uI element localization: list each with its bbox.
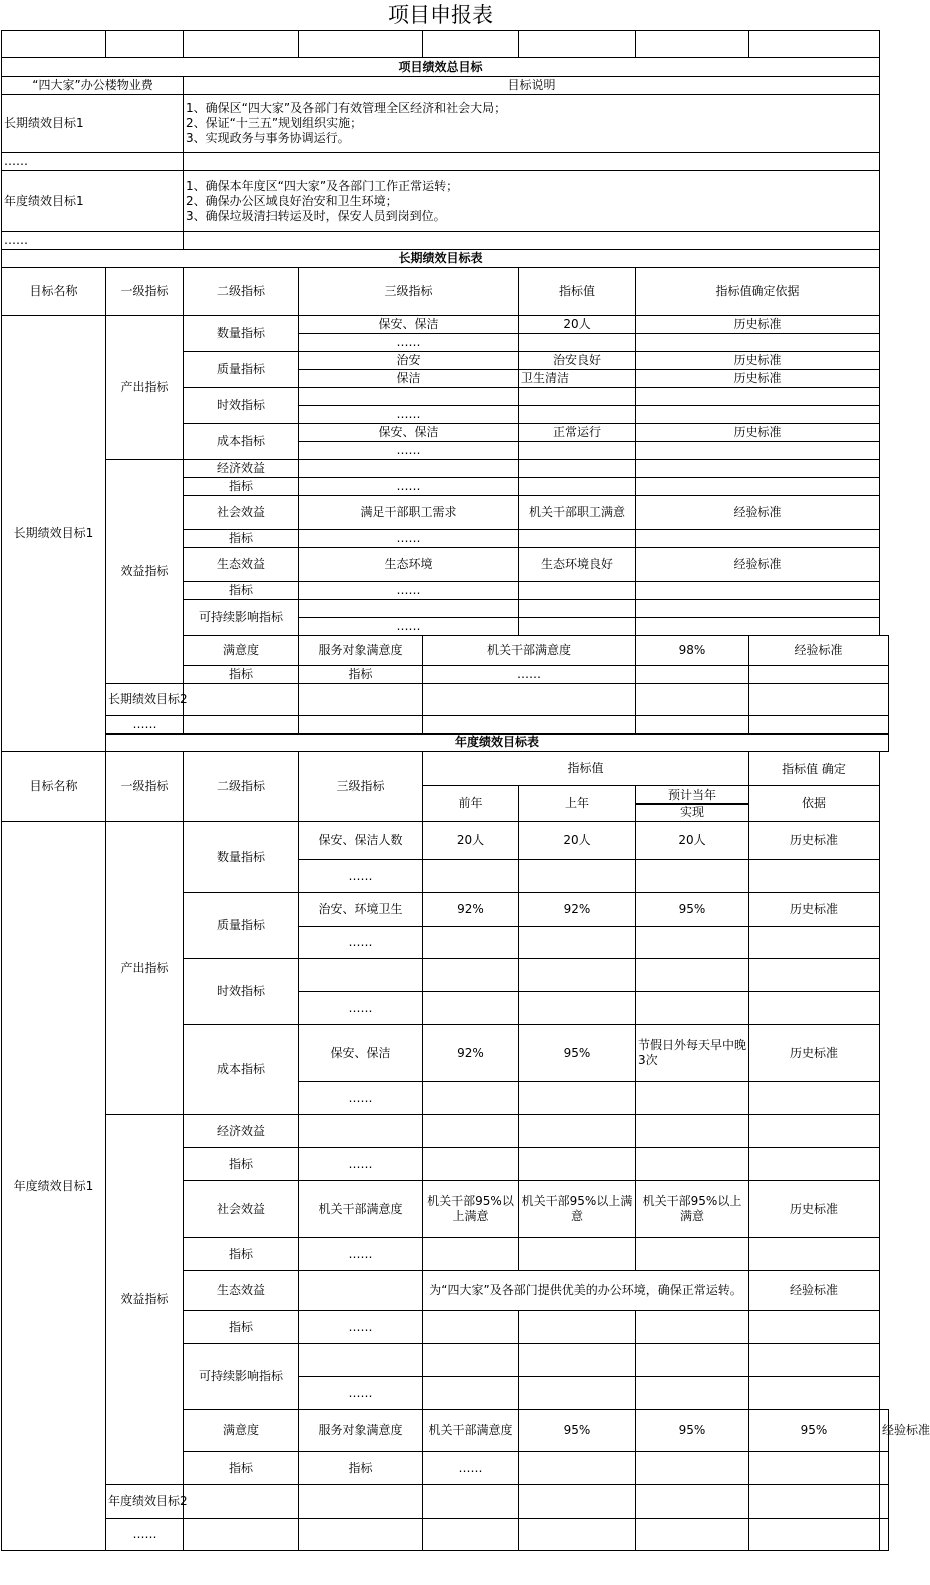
table-cell: 机关干部95%以上满意	[423, 1181, 519, 1238]
table-cell: 经验标准	[749, 636, 889, 666]
table-cell: 机关干部95%以上满意	[519, 1181, 636, 1238]
ellipsis: ……	[299, 1311, 423, 1344]
table-cell: 满足干部职工需求	[299, 496, 519, 530]
project-application-form	[1, 0, 930, 1551]
basis-header-top: 指标值 确定	[749, 752, 880, 786]
column-header: 指标值确定依据	[636, 268, 880, 316]
cost-indicator: 成本指标	[184, 424, 299, 460]
table-cell: 历史标准	[636, 424, 880, 442]
quantity-indicator: 数量指标	[184, 316, 299, 352]
quality-indicator: 质量指标	[184, 352, 299, 388]
table-cell: 保安、保洁	[299, 1025, 423, 1082]
satisfaction-indicator: 满意度	[184, 1410, 299, 1452]
quantity-indicator: 数量指标	[184, 822, 299, 893]
table-cell: 保安、保洁	[299, 316, 519, 334]
table-cell: 20人	[423, 822, 519, 860]
table-cell: 经验标准	[749, 1271, 880, 1311]
table-cell: 治安、环境卫生	[299, 893, 423, 927]
long-term-goal-description: 1、确保区“四大家”及各部门有效管理全区经济和社会大局； 2、保证“十三五”规划组织实施； 3、实现政务与事务协调运行。	[184, 95, 880, 153]
table-cell: 经验标准	[636, 496, 880, 530]
ellipsis: ……	[299, 860, 423, 893]
column-header: 指标值	[519, 268, 636, 316]
table-cell: 95%	[749, 1410, 880, 1452]
table-cell: 卫生清洁	[519, 370, 636, 388]
indicator-value-header: 指标值	[423, 752, 749, 786]
effect-indicator: 效益指标	[106, 460, 184, 684]
long-term-goal-1: 长期绩效目标1	[2, 316, 106, 752]
social-benefit: 社会效益	[184, 1181, 299, 1238]
ellipsis: ……	[2, 153, 184, 171]
long-term-goal-2: 长期绩效目标2	[106, 684, 184, 716]
table-cell: 历史标准	[749, 1181, 880, 1238]
ecological-merged-value: 为“四大家”及各部门提供优美的办公环境，确保正常运转。	[423, 1271, 749, 1311]
table-cell: 历史标准	[749, 1025, 880, 1082]
sustainability-indicator: 可持续影响指标	[184, 1344, 299, 1410]
ellipsis: ……	[106, 716, 184, 734]
ellipsis: ……	[299, 1377, 423, 1410]
goal-description-label: 目标说明	[184, 77, 880, 95]
table-cell: 20人	[519, 316, 636, 334]
table-cell: 95%	[636, 893, 749, 927]
table-cell: 保安、保洁人数	[299, 822, 423, 860]
table-cell: 机关干部职工满意	[519, 496, 636, 530]
effect-indicator: 效益指标	[106, 1115, 184, 1485]
indicator-label: 指标	[184, 1452, 299, 1485]
long-term-goal-label: 长期绩效目标1	[2, 95, 184, 153]
table-cell: 92%	[519, 893, 636, 927]
table-cell: 历史标准	[636, 370, 880, 388]
table-cell: 98%	[636, 636, 749, 666]
column-header: 上年	[519, 786, 636, 822]
table-cell: 治安	[299, 352, 519, 370]
expected-header: 预计当年 实现	[636, 786, 749, 822]
indicator-label: 指标	[184, 530, 299, 548]
service-satisfaction: 服务对象满意度	[299, 636, 423, 666]
table-cell: 机关干部满意度	[423, 1410, 519, 1452]
indicator-label: 指标	[184, 1148, 299, 1181]
ellipsis: ……	[299, 1238, 423, 1271]
indicator-label: 指标	[184, 1311, 299, 1344]
indicator-label: 指标	[184, 1238, 299, 1271]
table-cell: 生态环境良好	[519, 548, 636, 582]
table-cell: 机关干部95%以上满意	[636, 1181, 749, 1238]
timeliness-indicator: 时效指标	[184, 959, 299, 1025]
column-header: 依据	[749, 786, 880, 822]
ellipsis: ……	[299, 530, 519, 548]
ellipsis: ……	[299, 334, 519, 352]
ellipsis: ……	[2, 232, 184, 250]
ellipsis: ……	[423, 1452, 519, 1485]
indicator-label: 指标	[184, 666, 299, 684]
output-indicator: 产出指标	[106, 822, 184, 1115]
ellipsis: ……	[299, 618, 519, 636]
table-cell: 经验标准	[880, 1410, 889, 1452]
ecological-benefit: 生态效益	[184, 1271, 299, 1311]
column-header: 二级指标	[184, 752, 299, 822]
annual-goal-description: 1、确保本年度区“四大家”及各部门工作正常运转； 2、确保办公区域良好治安和卫生环境； 3、确保垃圾清扫转运及时，保安人员到岗到位。	[184, 171, 880, 232]
column-header: 一级指标	[106, 752, 184, 822]
ellipsis: ……	[299, 927, 423, 959]
table-cell: 95%	[519, 1025, 636, 1082]
table-cell: 历史标准	[636, 316, 880, 334]
table-cell: 92%	[423, 893, 519, 927]
column-header: 三级指标	[299, 268, 519, 316]
ellipsis: ……	[299, 1082, 423, 1115]
sustainability-indicator: 可持续影响指标	[184, 600, 299, 636]
table-cell: 保安、保洁	[299, 424, 519, 442]
ecological-benefit: 生态效益	[184, 548, 299, 582]
table-cell: 历史标准	[636, 352, 880, 370]
section-header-annual: 年度绩效目标表	[106, 734, 889, 752]
timeliness-indicator: 时效指标	[184, 388, 299, 424]
ellipsis: ……	[423, 666, 636, 684]
blank-row	[2, 31, 889, 58]
annual-goal-1: 年度绩效目标1	[2, 822, 106, 1551]
column-header: 目标名称	[2, 268, 106, 316]
page-title: 项目申报表	[2, 0, 880, 31]
table-cell: 经验标准	[636, 548, 880, 582]
annual-goal-2: 年度绩效目标2	[106, 1485, 184, 1519]
table-cell: 治安良好	[519, 352, 636, 370]
indicator-label: 指标	[184, 582, 299, 600]
table-cell: 机关干部满意度	[423, 636, 636, 666]
table-cell: 95%	[636, 1410, 749, 1452]
column-header: 前年	[423, 786, 519, 822]
indicator-label: 指标	[299, 1452, 423, 1485]
ellipsis: ……	[106, 1519, 184, 1551]
column-header: 目标名称	[2, 752, 106, 822]
table-cell: 历史标准	[749, 822, 880, 860]
ellipsis: ……	[299, 406, 519, 424]
column-header: 三级指标	[299, 752, 423, 822]
column-header: 二级指标	[184, 268, 299, 316]
economic-benefit: 经济效益	[184, 460, 299, 478]
project-name: “四大家”办公楼物业费	[2, 77, 184, 95]
ellipsis: ……	[299, 992, 423, 1025]
table-cell: 正常运行	[519, 424, 636, 442]
quality-indicator: 质量指标	[184, 893, 299, 959]
indicator-label: 指标	[299, 666, 423, 684]
ellipsis: ……	[299, 582, 519, 600]
indicator-label: 指标	[184, 478, 299, 496]
ellipsis: ……	[299, 478, 519, 496]
ellipsis: ……	[299, 1148, 423, 1181]
service-satisfaction: 服务对象满意度	[299, 1410, 423, 1452]
section-header-overall: 项目绩效总目标	[2, 58, 880, 77]
economic-benefit: 经济效益	[184, 1115, 299, 1148]
social-benefit: 社会效益	[184, 496, 299, 530]
annual-goal-label: 年度绩效目标1	[2, 171, 184, 232]
output-indicator: 产出指标	[106, 316, 184, 460]
table-cell: 机关干部满意度	[299, 1181, 423, 1238]
ellipsis: ……	[299, 442, 519, 460]
table-cell: 生态环境	[299, 548, 519, 582]
table-cell: 20人	[636, 822, 749, 860]
table-cell: 节假日外每天早中晚3次	[636, 1025, 749, 1082]
table-cell: 20人	[519, 822, 636, 860]
section-header-long-term: 长期绩效目标表	[2, 250, 880, 268]
column-header: 一级指标	[106, 268, 184, 316]
cost-indicator: 成本指标	[184, 1025, 299, 1115]
table-cell: 历史标准	[749, 893, 880, 927]
table-cell: 95%	[519, 1410, 636, 1452]
satisfaction-indicator: 满意度	[184, 636, 299, 666]
table-cell: 92%	[423, 1025, 519, 1082]
table-cell: 保洁	[299, 370, 519, 388]
